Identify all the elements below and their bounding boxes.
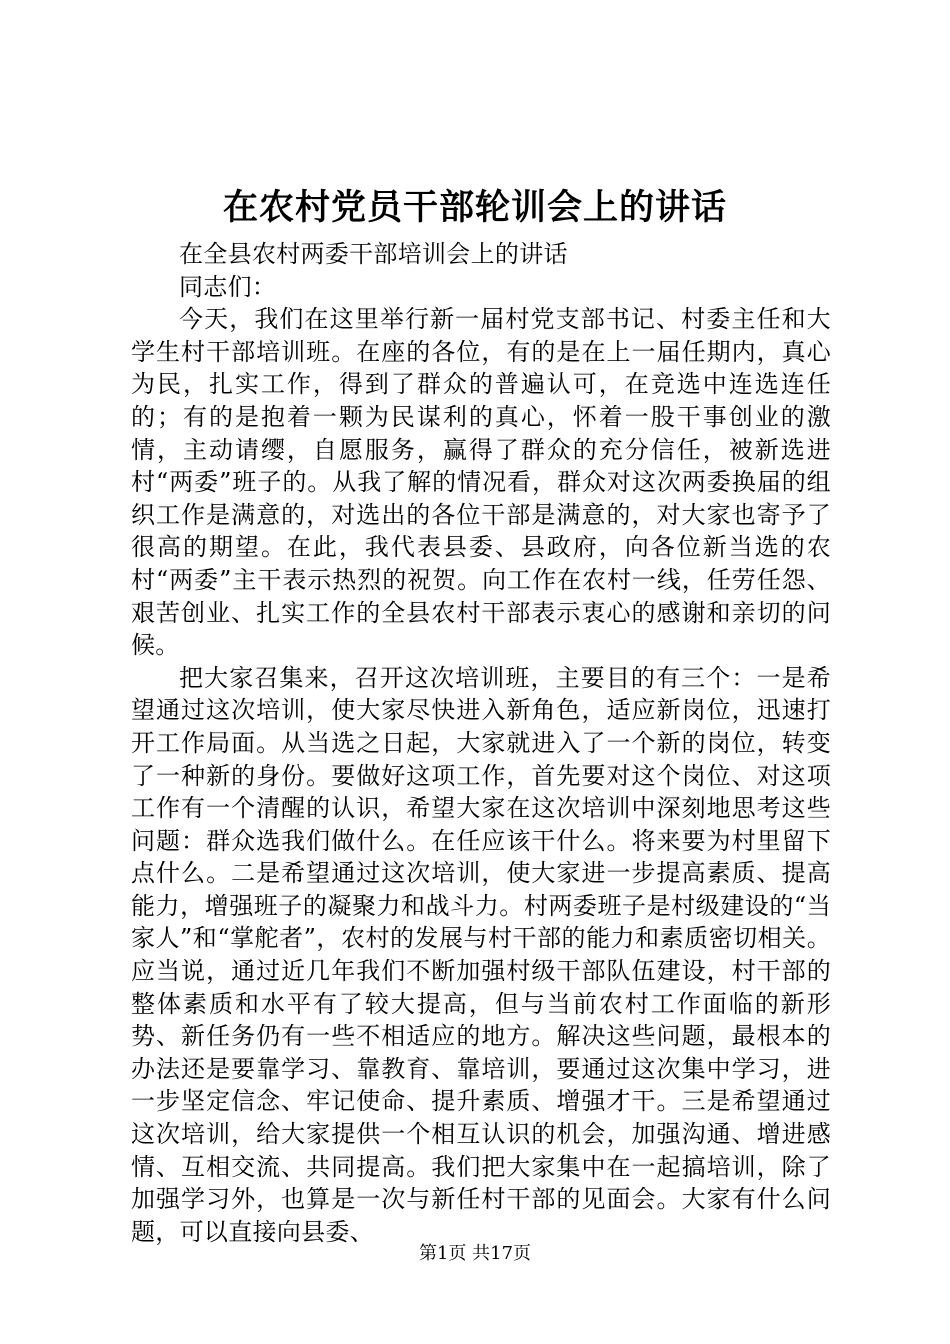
salutation-line: 同志们：	[179, 272, 277, 301]
document-title: 在农村党员干部轮训会上的讲话	[222, 188, 727, 228]
document-body	[131, 238, 831, 1248]
subtitle-line: 在全县农村两委干部培训会上的讲话	[179, 240, 568, 268]
paragraph-1: 今天，我们在这里举行新一届村党支部书记、村委主任和大学生村干部培训班。在座的各位，有的是在上一届任期内，真心为民，扎实工作，得到了群众的普遍认可，在竞选中连选连任的；有的是抱着一颗为民谋利的真心，怀着一股干事创业的激情，主动请缨，自愿服务，赢得了群众的充分信任，被新选进村“两委”班子的。从我了解的情况看，群众对这次两委换届的组织工作是满意的，对选出的各位干部是满意的，对大家也寄予了很高的期望。在此，我代表县委、县政府，向各位新当选的农村“两委”主干表示热烈的祝贺。向工作在农村一线，任劳任怨、艰苦创业、扎实工作的全县农村干部表示衷心的感谢和亲切的问候。	[131, 305, 831, 660]
paragraph-2: 把大家召集来，召开这次培训班，主要目的有三个：一是希望通过这次培训，使大家尽快进入新角色，适应新岗位，迅速打开工作局面。从当选之日起，大家就进入了一个新的岗位，转变了一种新的身份。要做好这项工作，首先要对这个岗位、对这项工作有一个清醒的认识，希望大家在这次培训中深刻地思考这些问题：群众选我们做什么。在任应该干什么。将来要为村里留下点什么。二是希望通过这次培训，使大家进一步提高素质、提高能力，增强班子的凝聚力和战斗力。村两委班子是村级建设的“当家人”和“掌舵者”，农村的发展与村干部的能力和素质密切相关。应当说，通过近几年我们不断加强村级干部队伍建设，村干部的整体素质和水平有了较大提高，但与当前农村工作面临的新形势、新任务仍有一些不相适应的地方。解决这些问题，最根本的办法还是要靠学习、靠教育、靠培训，要通过这次集中学习，进一步坚定信念、牢记使命、提升素质、增强才干。三是希望通过这次培训，给大家提供一个相互认识的机会，加强沟通、增进感情、互相交流、共同提高。我们把大家集中在一起搞培训，除了加强学习外，也算是一次与新任村干部的见面会。大家有什么问题，可以直接向县委、	[131, 663, 831, 1246]
page-number-footer: 第1页 共17页	[418, 1243, 532, 1264]
